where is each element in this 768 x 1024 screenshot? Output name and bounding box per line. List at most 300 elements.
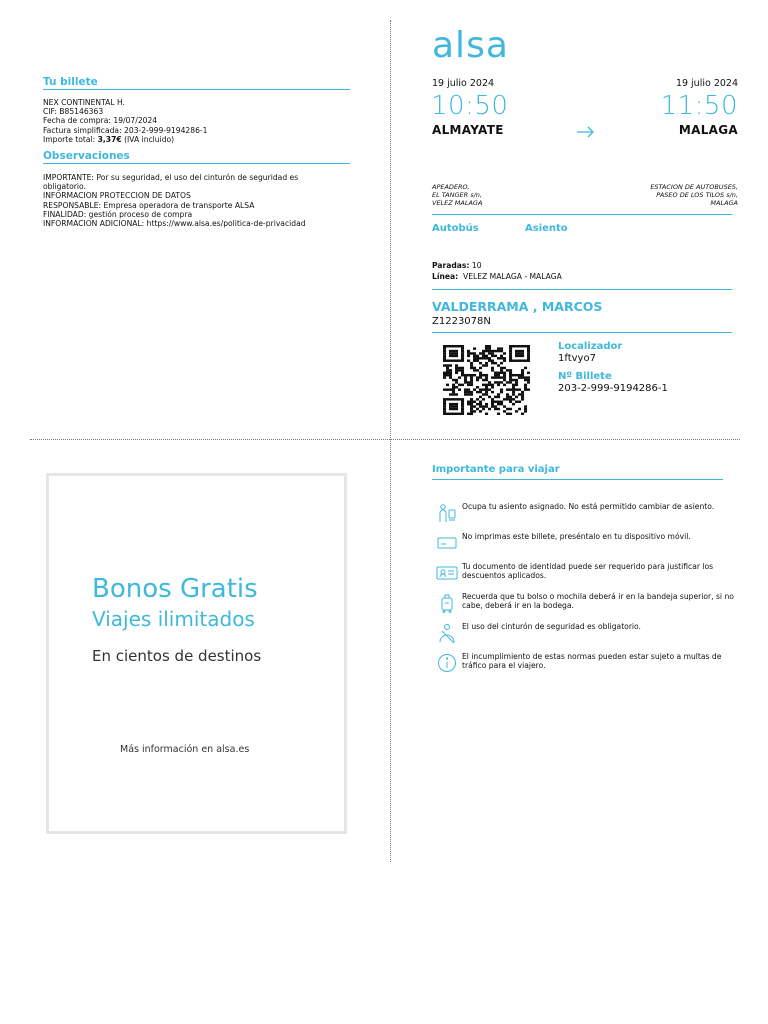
qr-module (518, 388, 521, 390)
qr-module (452, 384, 455, 386)
qr-module (455, 345, 458, 347)
qr-module (524, 379, 527, 381)
important-item-text: No imprimas este billete, preséntalo en tu dispositivo móvil. (462, 532, 691, 541)
qr-module (488, 384, 491, 386)
qr-module (470, 391, 473, 393)
promo-more-info: Más información en alsa.es (120, 744, 250, 755)
qr-module (527, 352, 530, 354)
qr-module (482, 388, 485, 390)
qr-module (470, 374, 473, 376)
qr-module (497, 384, 500, 386)
qr-module (476, 408, 479, 410)
qr-module (461, 374, 464, 376)
qr-module (503, 359, 506, 361)
qr-module (467, 374, 470, 376)
qr-module (494, 362, 497, 364)
ticket-line: Factura simplificada: 203-2-999-9194286-1 (43, 125, 208, 135)
qr-module (479, 410, 482, 412)
locator-value: 1ftvyo7 (558, 353, 596, 364)
arrival-time: 11:50 (660, 91, 738, 121)
observations-rule (43, 163, 350, 164)
qr-module (509, 408, 512, 410)
qr-module (479, 391, 482, 393)
important-item-text: El incumplimiento de estas normas pueden estar sujeto a multas de tráfico para el viajero. (462, 652, 722, 671)
destination-address (588, 183, 738, 207)
qr-module (497, 403, 500, 405)
qr-module (461, 405, 464, 407)
ticket-icon (436, 532, 458, 554)
qr-module (491, 369, 494, 371)
qr-module (509, 359, 512, 361)
qr-module (515, 410, 518, 412)
qr-module (443, 374, 446, 376)
qr-module (482, 352, 485, 354)
qr-module (476, 379, 479, 381)
arrival-date: 19 julio 2024 (675, 78, 738, 89)
qr-module (512, 384, 515, 386)
qr-module (515, 374, 518, 376)
passenger-rule (432, 332, 732, 333)
qr-module (515, 388, 518, 390)
qr-module (485, 364, 488, 366)
qr-module (479, 374, 482, 376)
qr-module (482, 405, 485, 407)
qr-module (473, 355, 476, 357)
qr-module (515, 355, 518, 357)
qr-module (509, 355, 512, 357)
qr-module (467, 391, 470, 393)
qr-module (518, 359, 521, 361)
qr-module (521, 345, 524, 347)
qr-module (506, 396, 509, 398)
qr-module (527, 388, 530, 390)
qr-module (452, 393, 455, 395)
qr-module (497, 357, 500, 359)
qr-module (524, 367, 527, 369)
qr-module (470, 393, 473, 395)
qr-module (485, 350, 488, 352)
stops-value: 10 (471, 261, 482, 270)
qr-module (494, 355, 497, 357)
promo-box (46, 473, 347, 834)
qr-module (470, 367, 473, 369)
qr-module (515, 350, 518, 352)
locator-label: Localizador (558, 341, 623, 352)
qr-module (491, 352, 494, 354)
qr-module (491, 405, 494, 407)
qr-module (527, 381, 530, 383)
important-item-text: El uso del cinturón de seguridad es obligatorio. (462, 622, 641, 631)
qr-module (443, 403, 446, 405)
seatbelt-icon (436, 622, 458, 644)
qr-module (461, 403, 464, 405)
qr-module (491, 362, 494, 364)
qr-module (449, 369, 452, 371)
qr-module (476, 369, 479, 371)
qr-module (491, 367, 494, 369)
qr-module (491, 386, 494, 388)
qr-module (467, 403, 470, 405)
qr-module (443, 372, 446, 374)
qr-module (506, 393, 509, 395)
ticket-section-rule (43, 89, 350, 90)
qr-module (518, 355, 521, 357)
ticket-line: Fecha de compra: 19/07/2024 (43, 116, 158, 126)
qr-module (488, 396, 491, 398)
qr-module (500, 376, 503, 378)
qr-module (527, 376, 530, 378)
qr-module (470, 398, 473, 400)
qr-module (497, 347, 500, 349)
qr-module (458, 398, 461, 400)
qr-module (476, 386, 479, 388)
qr-module (443, 408, 446, 410)
qr-module (512, 398, 515, 400)
qr-module (503, 379, 506, 381)
qr-module (521, 350, 524, 352)
qr-module (485, 357, 488, 359)
qr-module (515, 379, 518, 381)
qr-module (470, 352, 473, 354)
qr-module (491, 398, 494, 400)
qr-module (515, 359, 518, 361)
qr-module (446, 345, 449, 347)
qr-module (521, 413, 524, 415)
qr-module (455, 386, 458, 388)
qr-module (455, 403, 458, 405)
qr-module (473, 367, 476, 369)
destination-address-line: ESTACION DE AUTOBUSES, (650, 183, 738, 191)
qr-module (524, 359, 527, 361)
qr-module (464, 393, 467, 395)
qr-module (521, 355, 524, 357)
qr-module (491, 350, 494, 352)
qr-module (488, 350, 491, 352)
destination-address-line: PASEO DE LOS TILOS s/n, (656, 191, 738, 199)
qr-module (449, 405, 452, 407)
qr-module (443, 350, 446, 352)
ticket-info-block (43, 98, 353, 144)
qr-module (473, 401, 476, 403)
qr-module (509, 381, 512, 383)
important-rule (432, 479, 723, 480)
qr-module (500, 350, 503, 352)
qr-module (497, 372, 500, 374)
qr-module (500, 388, 503, 390)
qr-module (479, 352, 482, 354)
qr-module (455, 350, 458, 352)
qr-module (464, 374, 467, 376)
qr-module (473, 388, 476, 390)
qr-module (452, 355, 455, 357)
qr-module (500, 381, 503, 383)
qr-module (500, 391, 503, 393)
address-rule (432, 214, 732, 215)
qr-module (443, 410, 446, 412)
qr-module (485, 355, 488, 357)
qr-module (458, 413, 461, 415)
qr-module (503, 372, 506, 374)
qr-module (527, 372, 530, 374)
promo-tagline: En cientos de destinos (92, 647, 262, 665)
qr-module (446, 384, 449, 386)
qr-module (485, 388, 488, 390)
qr-module (452, 388, 455, 390)
qr-module (518, 350, 521, 352)
qr-module (527, 347, 530, 349)
qr-module (455, 408, 458, 410)
qr-module (455, 398, 458, 400)
bus-label: Autobús (432, 223, 479, 234)
qr-module (497, 396, 500, 398)
passenger-name: VALDERRAMA , MARCOS (432, 299, 603, 314)
id-card-icon (436, 562, 458, 584)
luggage-icon (436, 592, 458, 614)
qr-module (494, 350, 497, 352)
qr-module (521, 374, 524, 376)
qr-module (479, 376, 482, 378)
qr-module (449, 359, 452, 361)
qr-module (446, 359, 449, 361)
qr-module (452, 398, 455, 400)
qr-module (461, 372, 464, 374)
qr-module (500, 369, 503, 371)
qr-module (461, 357, 464, 359)
qr-module (461, 367, 464, 369)
qr-module (521, 398, 524, 400)
qr-module (446, 367, 449, 369)
qr-module (443, 388, 446, 390)
qr-module (476, 355, 479, 357)
qr-module (506, 369, 509, 371)
qr-module (509, 345, 512, 347)
total-suffix: (IVA incluido) (121, 134, 175, 144)
qr-module (494, 401, 497, 403)
qr-module (473, 405, 476, 407)
qr-module (527, 357, 530, 359)
qr-module (506, 388, 509, 390)
qr-module (443, 347, 446, 349)
qr-module (509, 357, 512, 359)
qr-module (503, 405, 506, 407)
qr-module (500, 401, 503, 403)
origin-city: ALMAYATE (432, 123, 504, 137)
qr-module (482, 379, 485, 381)
qr-module (446, 374, 449, 376)
observation-line: INFORMACION PROTECCION DE DATOS (43, 191, 191, 201)
qr-module (467, 381, 470, 383)
qr-module (485, 362, 488, 364)
qr-module (458, 359, 461, 361)
qr-module (494, 381, 497, 383)
qr-module (488, 352, 491, 354)
qr-module (467, 384, 470, 386)
qr-module (515, 345, 518, 347)
qr-module (524, 405, 527, 407)
qr-module (461, 398, 464, 400)
qr-module (458, 367, 461, 369)
qr-module (455, 379, 458, 381)
qr-module (509, 413, 512, 415)
qr-module (449, 376, 452, 378)
qr-module (527, 355, 530, 357)
qr-module (479, 388, 482, 390)
qr-module (509, 376, 512, 378)
qr-module (461, 352, 464, 354)
qr-module (518, 374, 521, 376)
qr-module (491, 359, 494, 361)
departure-time: 10:50 (431, 91, 509, 121)
qr-module (524, 376, 527, 378)
qr-module (476, 398, 479, 400)
qr-module (491, 391, 494, 393)
qr-module (455, 381, 458, 383)
qr-module (449, 408, 452, 410)
qr-module (488, 347, 491, 349)
qr-module (449, 413, 452, 415)
qr-module (518, 401, 521, 403)
qr-module (455, 359, 458, 361)
qr-module (461, 350, 464, 352)
observations-block (43, 173, 363, 228)
qr-module (506, 398, 509, 400)
qr-module (515, 396, 518, 398)
qr-module (470, 384, 473, 386)
qr-module (476, 359, 479, 361)
qr-module (524, 408, 527, 410)
qr-module (485, 379, 488, 381)
origin-address-line: VELEZ MALAGA (432, 199, 483, 207)
qr-module (500, 372, 503, 374)
qr-module (512, 391, 515, 393)
line-rule (432, 289, 732, 290)
qr-module (470, 376, 473, 378)
qr-module (455, 369, 458, 371)
qr-module (482, 357, 485, 359)
ticket-number-value: 203-2-999-9194286-1 (558, 383, 668, 394)
qr-module (515, 352, 518, 354)
qr-module (482, 408, 485, 410)
qr-module (491, 355, 494, 357)
qr-module (485, 391, 488, 393)
qr-module (455, 352, 458, 354)
qr-module (467, 359, 470, 361)
qr-module (518, 352, 521, 354)
qr-module (455, 413, 458, 415)
qr-module (494, 372, 497, 374)
qr-module (452, 352, 455, 354)
qr-module (443, 352, 446, 354)
qr-module (458, 384, 461, 386)
qr-module (479, 372, 482, 374)
qr-module (488, 345, 491, 347)
qr-module (509, 401, 512, 403)
qr-module (491, 401, 494, 403)
qr-module (527, 359, 530, 361)
observation-line: FINALIDAD: gestión proceso de compra (43, 209, 193, 219)
qr-module (467, 401, 470, 403)
ticket-section-title: Tu billete (43, 76, 98, 88)
qr-module (497, 401, 500, 403)
qr-module (509, 372, 512, 374)
qr-module (521, 372, 524, 374)
qr-module (461, 345, 464, 347)
qr-module (503, 367, 506, 369)
qr-module (473, 374, 476, 376)
arrow-right-icon (576, 124, 596, 138)
qr-module (485, 393, 488, 395)
important-item-text: Tu documento de identidad puede ser requerido para justificar los descuentos aplicados. (462, 562, 714, 581)
important-title: Importante para viajar (432, 464, 560, 475)
line-line (432, 272, 732, 281)
qr-module (443, 345, 446, 347)
qr-module (461, 401, 464, 403)
qr-module (524, 345, 527, 347)
qr-module (455, 405, 458, 407)
qr-module (512, 388, 515, 390)
qr-module (470, 381, 473, 383)
qr-module (503, 352, 506, 354)
qr-module (482, 350, 485, 352)
qr-module (446, 364, 449, 366)
qr-module (482, 384, 485, 386)
observations-title: Observaciones (43, 150, 130, 162)
qr-module (452, 391, 455, 393)
qr-module (455, 367, 458, 369)
qr-module (458, 345, 461, 347)
qr-module (482, 393, 485, 395)
qr-module (479, 367, 482, 369)
qr-module (521, 359, 524, 361)
qr-module (518, 345, 521, 347)
qr-module (473, 359, 476, 361)
qr-module (455, 393, 458, 395)
qr-module (524, 384, 527, 386)
qr-module (470, 362, 473, 364)
qr-module (452, 413, 455, 415)
qr-module (509, 396, 512, 398)
qr-module (470, 364, 473, 366)
qr-module (494, 396, 497, 398)
qr-module (497, 413, 500, 415)
qr-module (461, 410, 464, 412)
qr-module (512, 403, 515, 405)
qr-module (452, 408, 455, 410)
qr-module (452, 350, 455, 352)
qr-module (470, 408, 473, 410)
qr-module (476, 391, 479, 393)
stops-label: Paradas: (432, 261, 470, 270)
observation-line: IMPORTANTE: Por su seguridad, el uso del cinturón de seguridad es (43, 173, 299, 182)
promo-subtitle: Viajes ilimitados (92, 607, 255, 631)
qr-module (485, 403, 488, 405)
qr-module (476, 357, 479, 359)
qr-module (491, 403, 494, 405)
qr-module (482, 355, 485, 357)
qr-module (485, 384, 488, 386)
qr-module (479, 405, 482, 407)
qr-module (473, 347, 476, 349)
qr-module (497, 350, 500, 352)
qr-module (488, 357, 491, 359)
horizontal-fold-line (30, 439, 740, 440)
qr-module (527, 345, 530, 347)
qr-module (461, 408, 464, 410)
qr-module (473, 357, 476, 359)
qr-module (461, 384, 464, 386)
qr-module (458, 376, 461, 378)
qr-module (509, 350, 512, 352)
